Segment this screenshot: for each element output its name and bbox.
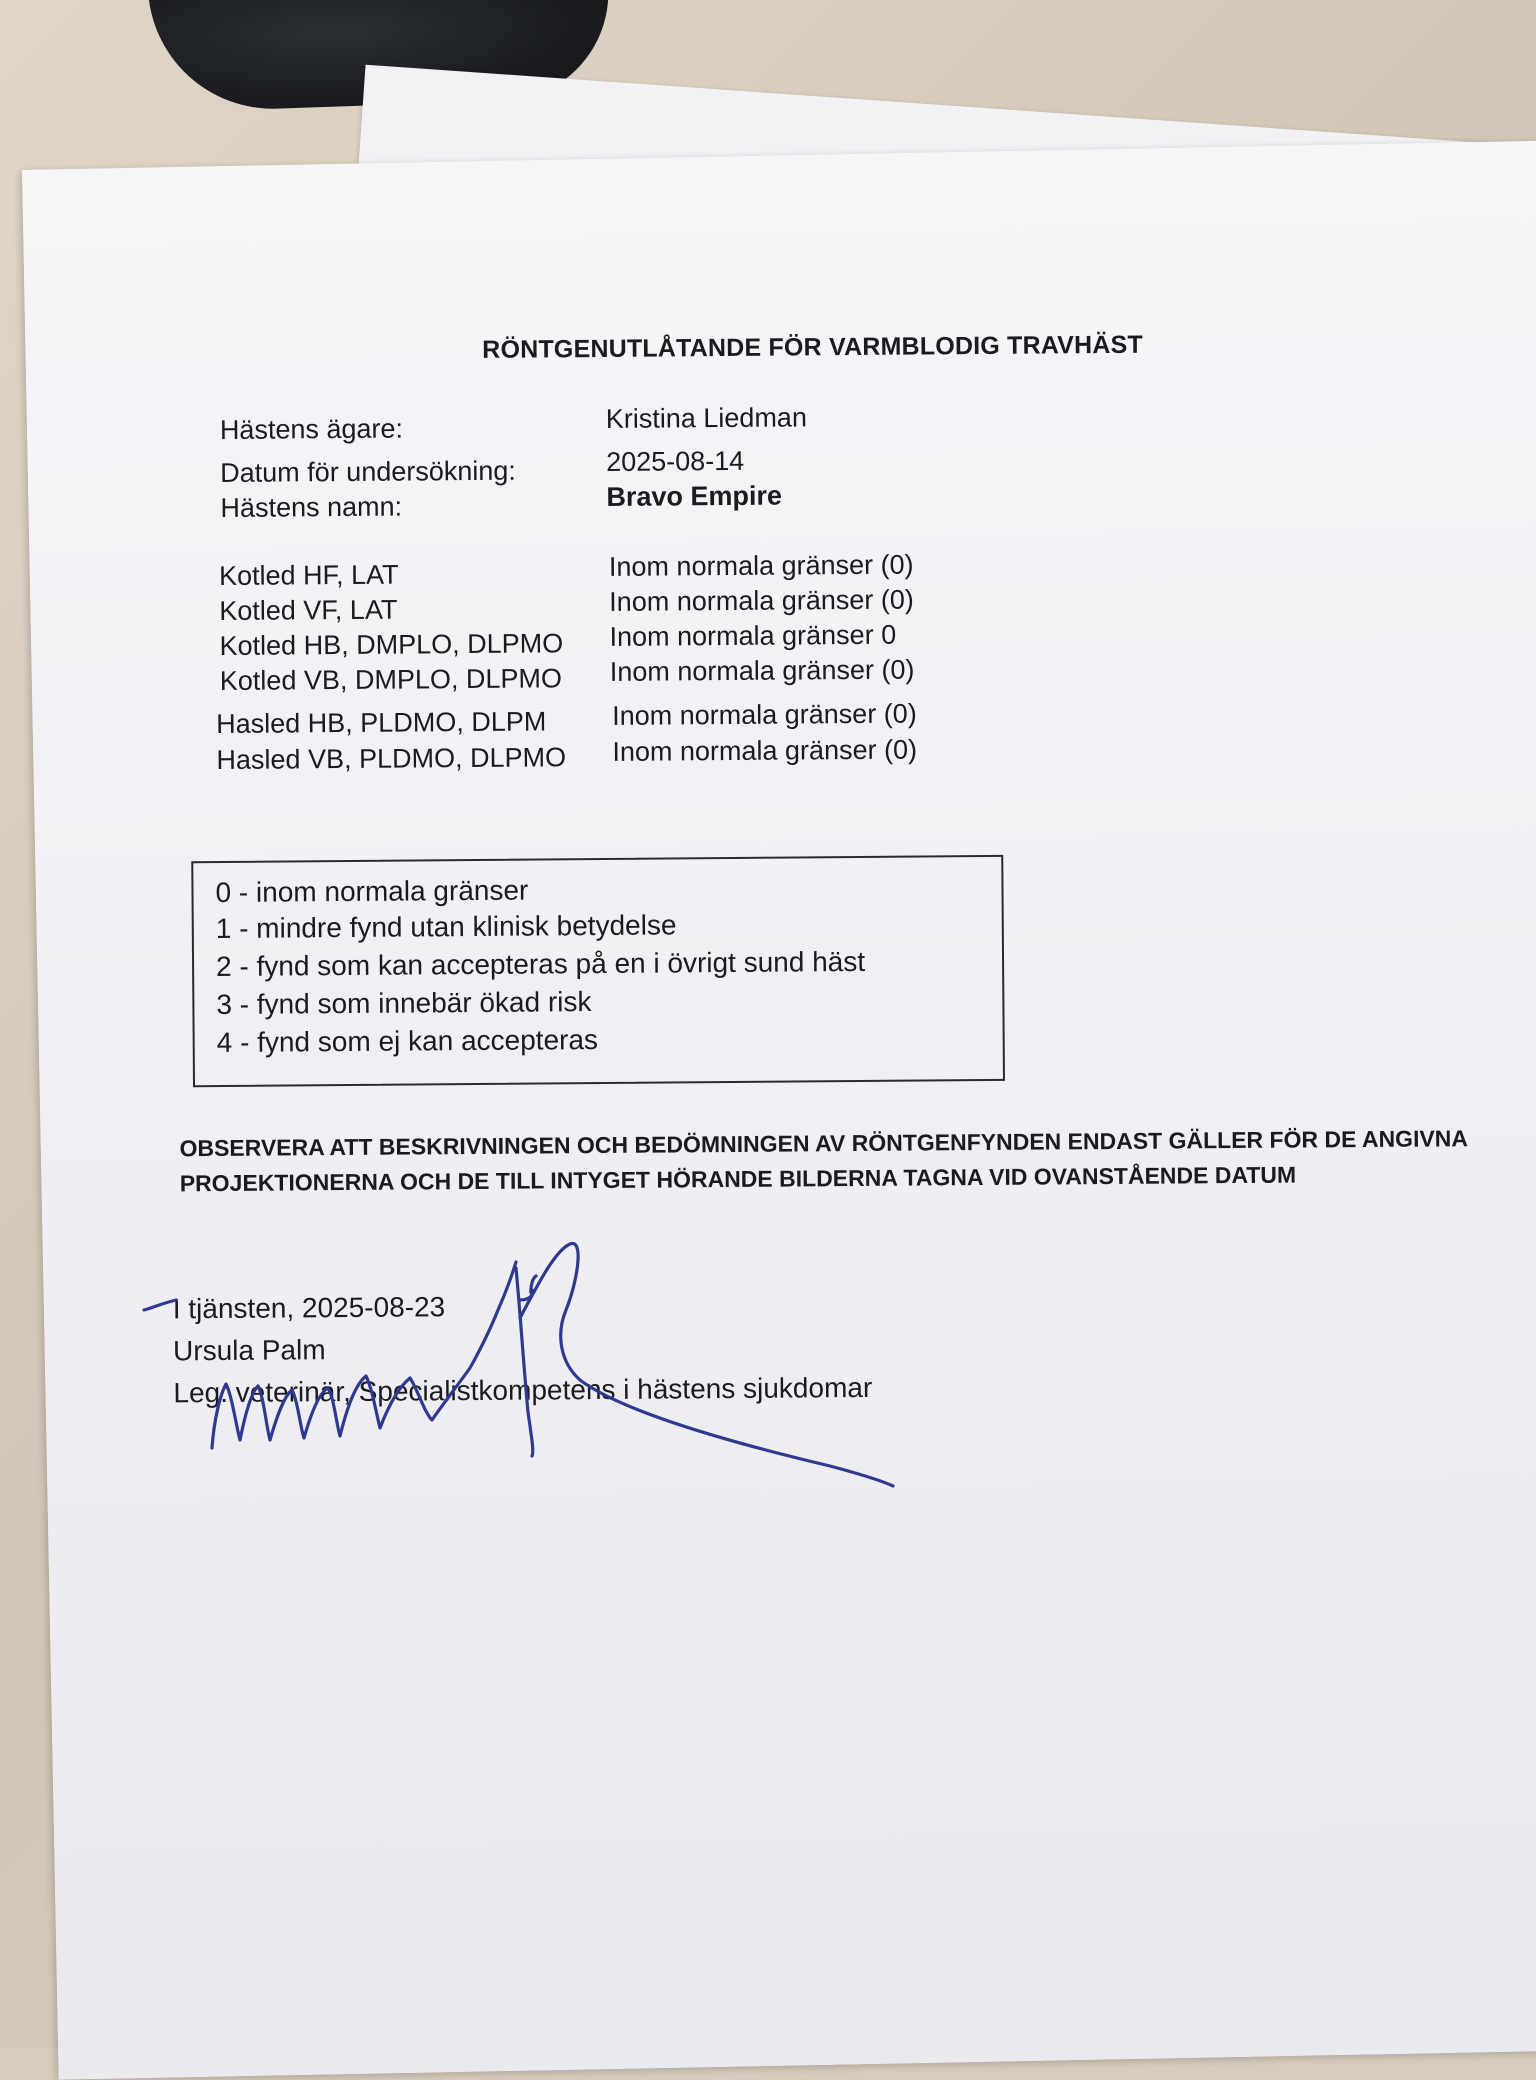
finding-projection: Kotled HB, DMPLO, DLPMO — [219, 628, 564, 661]
notice-line: PROJEKTIONERNA OCH DE TILL INTYGET HÖRANDE BILDERNA TAGNA VID OVANSTÅENDE DATUM — [179, 1161, 1297, 1197]
notice-line: OBSERVERA ATT BESKRIVNINGEN OCH BEDÖMNINGEN AV RÖNTGENFYNDEN ENDAST GÄLLER FÖR DE ANGIVNA — [179, 1125, 1469, 1162]
owner-value: Kristina Liedman — [605, 402, 808, 434]
notice-text — [179, 1121, 1468, 1201]
finding-projection: Kotled HF, LAT — [218, 559, 399, 591]
owner-label: Hästens ägare: — [219, 413, 404, 445]
signoff-role: Leg. veterinär, Specialistkompetens i hästens sjukdomar — [173, 1371, 873, 1409]
finding-projection: Hasled VB, PLDMO, DLPMO — [216, 742, 567, 776]
legend-item: 3 - fynd som innebär ökad risk — [216, 986, 592, 1021]
finding-result: Inom normala gränser 0 — [609, 619, 897, 652]
finding-projection: Kotled VB, DMPLO, DLPMO — [219, 663, 563, 696]
document-title: RÖNTGENUTLÅTANDE FÖR VARMBLODIG TRAVHÄST — [482, 330, 1144, 364]
legend-item: 4 - fynd som ej kan accepteras — [216, 1024, 599, 1059]
signoff-name: Ursula Palm — [172, 1334, 326, 1367]
horse-name-label: Hästens namn: — [220, 491, 403, 523]
grading-legend-box — [191, 855, 1005, 1087]
finding-projection: Kotled VF, LAT — [219, 594, 398, 626]
signoff-place-date: I tjänsten, 2025-08-23 — [172, 1291, 446, 1325]
finding-result: Inom normala gränser (0) — [612, 734, 918, 767]
finding-result: Inom normala gränser (0) — [609, 654, 915, 687]
exam-date-value: 2025-08-14 — [606, 445, 745, 477]
finding-result: Inom normala gränser (0) — [609, 584, 914, 617]
finding-result: Inom normala gränser (0) — [608, 549, 914, 582]
finding-projection: Hasled HB, PLDMO, DLPM — [216, 706, 547, 740]
legend-item: 0 - inom normala gränser — [215, 874, 529, 909]
horse-name-value: Bravo Empire — [606, 480, 783, 512]
legend-item: 1 - mindre fynd utan klinisk betydelse — [215, 909, 677, 945]
exam-date-label: Datum för undersökning: — [220, 455, 516, 488]
finding-result: Inom normala gränser (0) — [612, 698, 917, 731]
legend-item: 2 - fynd som kan accepteras på en i övrigt sund häst — [215, 945, 866, 983]
